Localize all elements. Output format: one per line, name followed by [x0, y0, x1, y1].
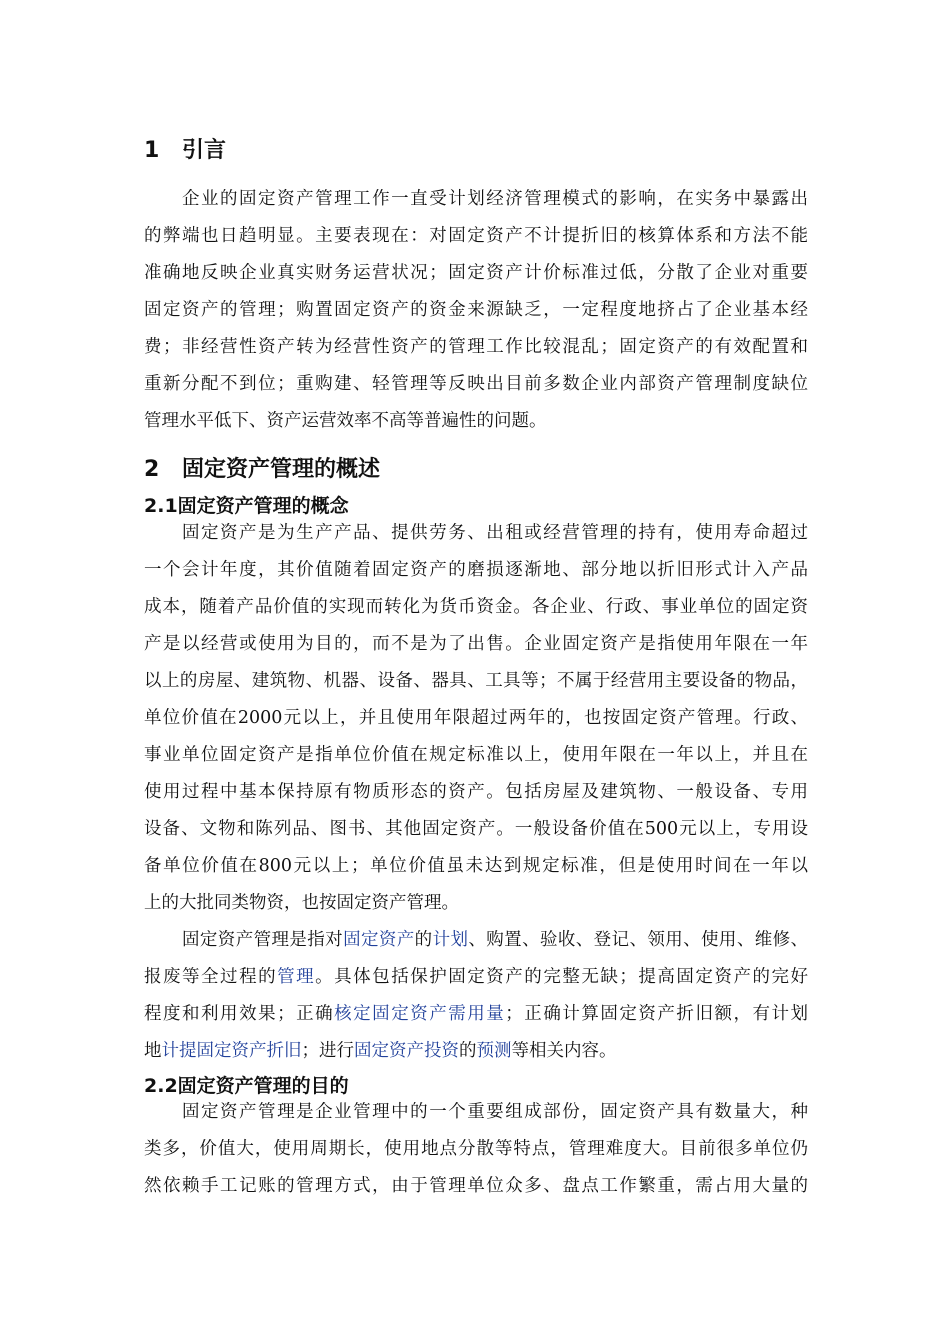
paragraph-line: 备单位价值在800元以上；单位价值虽未达到规定标准，但是使用时间在一年以 [144, 856, 808, 876]
text-span: 地 [144, 1041, 162, 1061]
text-span: 等相关内容。 [511, 1041, 617, 1061]
paragraph-line: 设备、文物和陈列品、图书、其他固定资产。一般设备价值在500元以上，专用设 [144, 819, 808, 839]
paragraph-line: 事业单位固定资产是指单位价值在规定标准以上，使用年限在一年以上，并且在 [144, 745, 808, 765]
section-2-heading [144, 455, 380, 485]
paragraph-line: 管理水平低下、资产运营效率不高等普遍性的问题。 [144, 411, 547, 431]
section-1-number: 1 [144, 138, 160, 163]
link-fixed-assets[interactable]: 固定资产 [343, 930, 415, 950]
paragraph-line: 成本，随着产品价值的实现而转化为货币资金。各企业、行政、事业单位的固定资 [144, 597, 808, 617]
text-span: 。具体包括保护固定资产的完整无缺；提高固定资产的完好 [315, 967, 809, 987]
paragraph-line [144, 1037, 808, 1065]
link-fixed-asset-requirement[interactable]: 核定固定资产需用量 [334, 1004, 506, 1024]
paragraph-line: 企业的固定资产管理工作一直受计划经济管理模式的影响，在实务中暴露出 [182, 189, 808, 209]
text-span: 程度和利用效果；正确 [144, 1004, 335, 1024]
section-1-heading [144, 136, 226, 166]
paragraph-line: 上的大批同类物资，也按固定资产管理。 [144, 893, 459, 913]
link-management[interactable]: 管理 [277, 967, 316, 987]
paragraph-line: 固定资产的管理；购置固定资产的资金来源缺乏，一定程度地挤占了企业基本经 [144, 300, 808, 320]
paragraph-line: 固定资产管理是企业管理中的一个重要组成部份，固定资产具有数量大，种 [182, 1102, 808, 1122]
paragraph-line [182, 926, 808, 954]
paragraph-line: 类多，价值大，使用周期长，使用地点分散等特点，管理难度大。目前很多单位仍 [144, 1139, 808, 1159]
text-span: 报废等全过程的 [144, 967, 278, 987]
link-plan[interactable]: 计划 [432, 930, 469, 950]
section-1-title: 引言 [182, 138, 227, 163]
section-2-2-heading: 2.2固定资产管理的目的 [144, 1075, 349, 1097]
paragraph-line [144, 1000, 808, 1028]
paragraph-line [144, 963, 808, 991]
paragraph-line: 重新分配不到位；重购建、轻管理等反映出目前多数企业内部资产管理制度缺位 [144, 374, 808, 394]
text-span: ；正确计算固定资产折旧额，有计划 [505, 1004, 809, 1024]
section-2-title: 固定资产管理的概述 [182, 457, 381, 482]
link-forecast[interactable]: 预测 [476, 1041, 512, 1061]
paragraph-line: 产是以经营或使用为目的，而不是为了出售。企业固定资产是指使用年限在一年 [144, 634, 808, 654]
link-depreciation[interactable]: 计提固定资产折旧 [161, 1041, 302, 1061]
paragraph-line: 准确地反映企业真实财务运营状况；固定资产计价标准过低，分散了企业对重要 [144, 263, 808, 283]
text-span: 固定资产管理是指对 [182, 930, 344, 950]
paragraph-line: 固定资产是为生产产品、提供劳务、出租或经营管理的持有，使用寿命超过 [182, 523, 808, 543]
section-2-1-heading: 2.1固定资产管理的概念 [144, 495, 349, 517]
text-span: 的 [414, 930, 433, 950]
text-span: 的 [459, 1041, 477, 1061]
paragraph-line: 使用过程中基本保持原有物质形态的资产。包括房屋及建筑物、一般设备、专用 [144, 782, 808, 802]
paragraph-line: 一个会计年度，其价值随着固定资产的磨损逐渐地、部分地以折旧形式计入产品 [144, 560, 808, 580]
text-span: ；进行 [301, 1041, 354, 1061]
text-span: 、购置、验收、登记、领用、使用、维修、 [468, 930, 809, 950]
section-2-number: 2 [144, 457, 160, 482]
paragraph-line: 单位价值在2000元以上，并且使用年限超过两年的，也按固定资产管理。行政、 [144, 708, 808, 728]
paragraph-line: 以上的房屋、建筑物、机器、设备、器具、工具等；不属于经营用主要设备的物品， [144, 671, 808, 691]
paragraph-line: 费；非经营性资产转为经营性资产的管理工作比较混乱；固定资产的有效配置和 [144, 337, 808, 357]
link-fixed-asset-investment[interactable]: 固定资产投资 [354, 1041, 459, 1061]
paragraph-line: 的弊端也日趋明显。主要表现在：对固定资产不计提折旧的核算体系和方法不能 [144, 226, 808, 246]
paragraph-line: 然依赖手工记账的管理方式，由于管理单位众多、盘点工作繁重，需占用大量的 [144, 1176, 808, 1196]
